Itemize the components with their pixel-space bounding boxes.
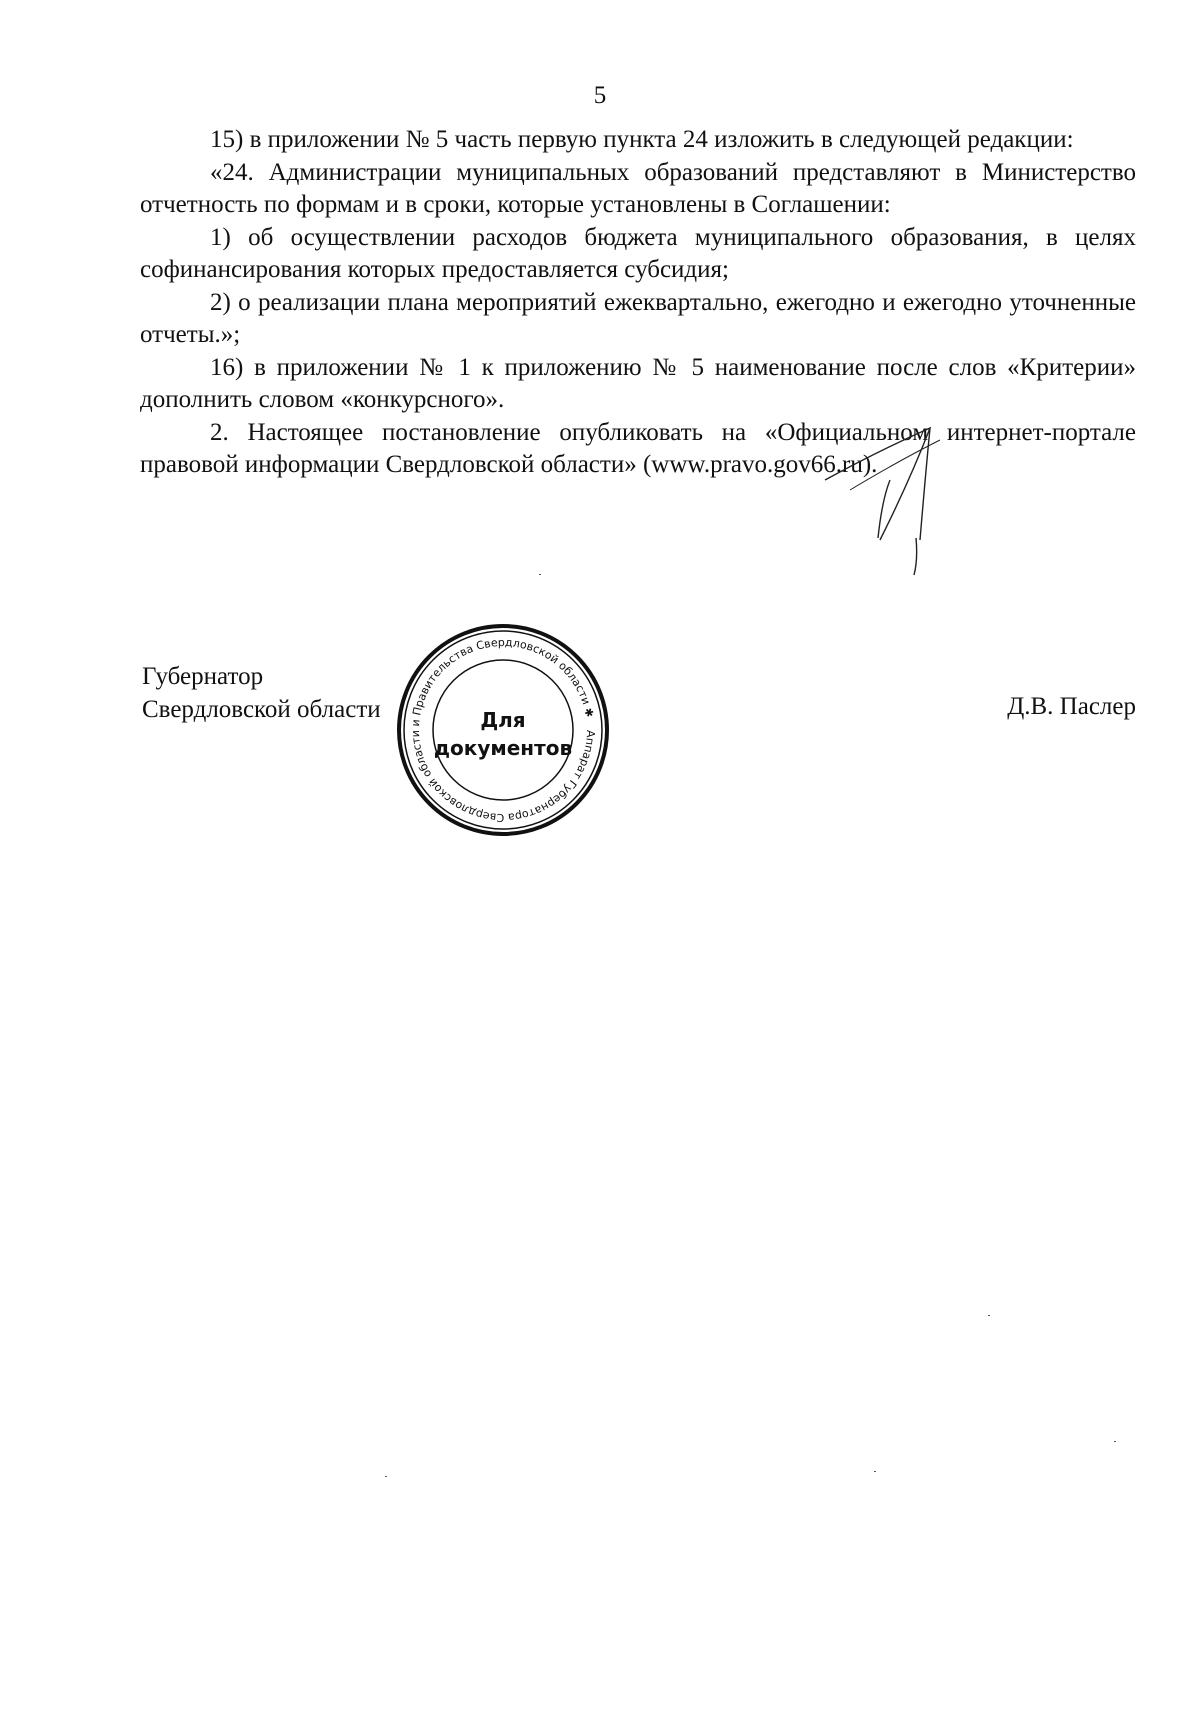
- official-stamp: [395, 622, 611, 838]
- signatory-title-line2: Свердловской области: [142, 696, 381, 723]
- page-number: 5: [593, 82, 607, 109]
- signatory-title-line1: Губернатор: [142, 663, 264, 690]
- stamp-center-line2: документов: [433, 736, 573, 760]
- scan-speck: [874, 1471, 876, 1472]
- paragraph-publication: 2. Настоящее постановление опубликовать на «Официальном интернет-портале правовой информации Свердловской области» (www.pravo.gov66.ru).: [140, 418, 1136, 478]
- scan-speck: [1114, 1441, 1116, 1442]
- scan-speck: [385, 1476, 387, 1477]
- paragraph-item-16: 16) в приложении № 1 к приложению № 5 наименование после слов «Критерии» дополнить словом «конкурсного».: [140, 353, 1136, 413]
- paragraph-point-24: «24. Администрации муниципальных образований представляют в Министерство отчетность по формам и в сроки, которые установлены в Соглашении:: [140, 158, 1136, 218]
- paragraph-subitem-2: 2) о реализации плана мероприятий ежеквартально, ежегодно и ежегодно уточненные отчеты.»;: [140, 288, 1136, 348]
- handwritten-signature: [820, 420, 1020, 580]
- scan-speck: [988, 1315, 990, 1316]
- signatory-title: [142, 660, 381, 726]
- stamp-center-line1: Для: [480, 708, 526, 732]
- scan-speck: [539, 574, 541, 575]
- signatory-name: Д.В. Паслер: [1007, 693, 1136, 720]
- paragraph-item-15: 15) в приложении № 5 часть первую пункта 24 изложить в следующей редакции:: [210, 126, 1074, 153]
- paragraph-subitem-1: 1) об осуществлении расходов бюджета муниципального образования, в целях софинансирования которых предоставляется субсидия;: [140, 223, 1136, 283]
- stamp-ring-textpath: Аппарат Губернатора Свердловской области и Правительства Свердловской области ✱: [408, 635, 598, 825]
